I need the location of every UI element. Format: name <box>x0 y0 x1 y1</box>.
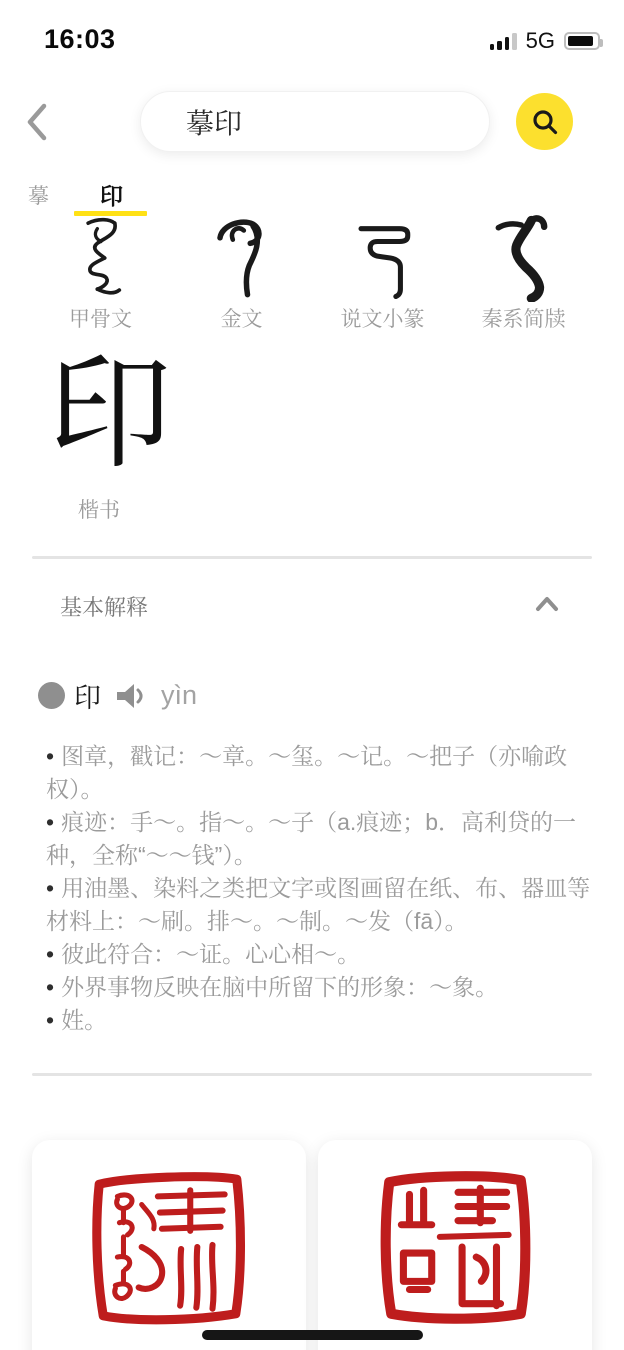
definition-text: 彼此符合：～证。心心相～。 <box>61 941 361 967</box>
script-form-label: 秦系简牍 <box>481 308 566 331</box>
script-form-label: 金文 <box>220 308 263 331</box>
bullet: • <box>46 743 55 769</box>
definition-list <box>46 740 594 1037</box>
definition-item <box>46 938 594 971</box>
definition-item <box>46 1004 594 1037</box>
seal-card[interactable] <box>32 1140 306 1350</box>
definition-text: 外界事物反映在脑中所留下的形象：～象。 <box>61 974 499 1000</box>
script-form-label: 甲骨文 <box>69 308 132 331</box>
search-query-text: 摹印 <box>186 107 243 139</box>
script-form-bronze <box>171 214 312 333</box>
definition-item <box>46 872 594 938</box>
tab-yin[interactable]: 印 <box>100 183 123 209</box>
seal-image <box>83 1162 255 1334</box>
battery-icon <box>564 32 600 50</box>
seal-image <box>369 1162 541 1334</box>
basic-section-title: 基本解释 <box>60 595 149 620</box>
status-icons <box>490 28 600 54</box>
network-label: 5G <box>525 28 555 53</box>
bullet: • <box>46 1007 55 1033</box>
signal-icon <box>490 33 517 50</box>
bullet: • <box>46 941 55 967</box>
bullet: • <box>46 974 55 1000</box>
definition-text: 用油墨、染料之类把文字或图画留在纸、布、器皿等材料上：～刷。排～。～制。～发（fā）。 <box>46 875 591 934</box>
status-time: 16:03 <box>44 24 116 54</box>
back-button[interactable] <box>22 100 52 144</box>
definition-item <box>46 971 594 1004</box>
chevron-up-icon <box>532 592 562 616</box>
search-input[interactable] <box>140 91 490 152</box>
definition-item <box>46 740 594 806</box>
search-icon <box>531 108 559 136</box>
tab-mo[interactable]: 摹 <box>28 185 49 208</box>
pinyin-text: yìn <box>161 680 198 710</box>
script-form-seal <box>312 214 453 333</box>
bronze-glyph-image <box>198 214 286 302</box>
bullet: • <box>46 875 55 901</box>
script-form-label: 说文小篆 <box>340 308 425 331</box>
pronunciation-row <box>38 676 197 715</box>
collapse-section-button[interactable] <box>532 592 562 616</box>
oracle-bone-glyph-image <box>57 214 145 302</box>
script-form-oracle <box>30 214 171 333</box>
divider <box>32 556 592 559</box>
kai-label: 楷书 <box>78 499 120 522</box>
divider <box>32 1073 592 1076</box>
bullet-dot-icon <box>38 682 65 709</box>
speaker-icon[interactable] <box>115 682 147 710</box>
kai-character: 印 <box>48 342 173 486</box>
home-indicator[interactable] <box>202 1330 423 1340</box>
definition-text: 痕迹：手～。指～。～子（a.痕迹；b．高利贷的一种，全称“～～钱”）。 <box>46 809 577 868</box>
script-forms-row <box>30 214 594 333</box>
back-chevron-icon <box>22 100 52 144</box>
definition-item <box>46 806 594 872</box>
qin-bamboo-glyph-image <box>480 214 568 302</box>
pronunciation-character: 印 <box>74 683 101 713</box>
script-form-qin-slips <box>453 214 594 333</box>
seal-card[interactable] <box>318 1140 592 1350</box>
shuowen-seal-glyph-image <box>339 214 427 302</box>
definition-text: 姓。 <box>61 1007 108 1033</box>
search-button[interactable] <box>516 93 573 150</box>
definition-text: 图章，戳记：～章。～玺。～记。～把子（亦喻政权）。 <box>46 743 568 802</box>
bullet: • <box>46 809 55 835</box>
